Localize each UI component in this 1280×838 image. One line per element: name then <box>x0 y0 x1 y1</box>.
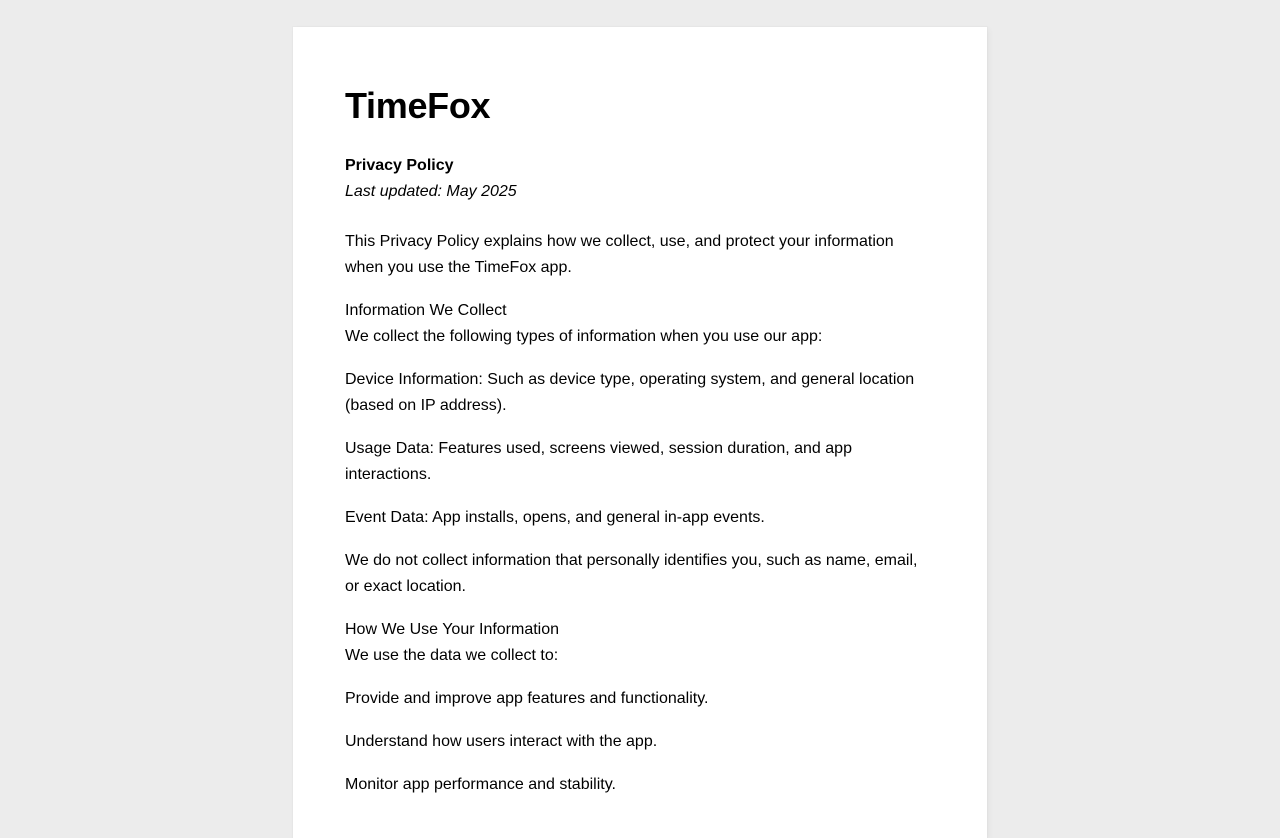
section-lead-text: We collect the following types of information when you use our app: <box>345 328 823 345</box>
section-how-we-use-your-information <box>345 617 935 669</box>
use-item-provide-improve: Provide and improve app features and functionality. <box>345 690 709 707</box>
policy-heading: Privacy Policy <box>345 157 454 174</box>
section-heading: Information We Collect <box>345 302 507 319</box>
section-information-we-collect <box>345 298 935 350</box>
collect-item-usage-data: Usage Data: Features used, screens viewed, session duration, and app interactions. <box>345 440 852 483</box>
use-item-monitor-performance: Monitor app performance and stability. <box>345 776 616 793</box>
use-item-understand-interaction: Understand how users interact with the app. <box>345 733 658 750</box>
privacy-policy-document <box>293 27 987 838</box>
last-updated-text: Last updated: May 2025 <box>345 183 517 200</box>
section-heading: How We Use Your Information <box>345 621 560 638</box>
page-title: TimeFox <box>345 85 491 126</box>
no-personal-data-statement: We do not collect information that personally identifies you, such as name, email, or exact location. <box>345 552 918 595</box>
collect-item-device-information: Device Information: Such as device type, operating system, and general location (based on IP address). <box>345 371 915 414</box>
collect-item-event-data: Event Data: App installs, opens, and general in-app events. <box>345 509 765 526</box>
document-meta <box>345 153 935 205</box>
intro-paragraph: This Privacy Policy explains how we collect, use, and protect your information when you use the TimeFox app. <box>345 233 894 276</box>
section-lead-text: We use the data we collect to: <box>345 647 559 664</box>
